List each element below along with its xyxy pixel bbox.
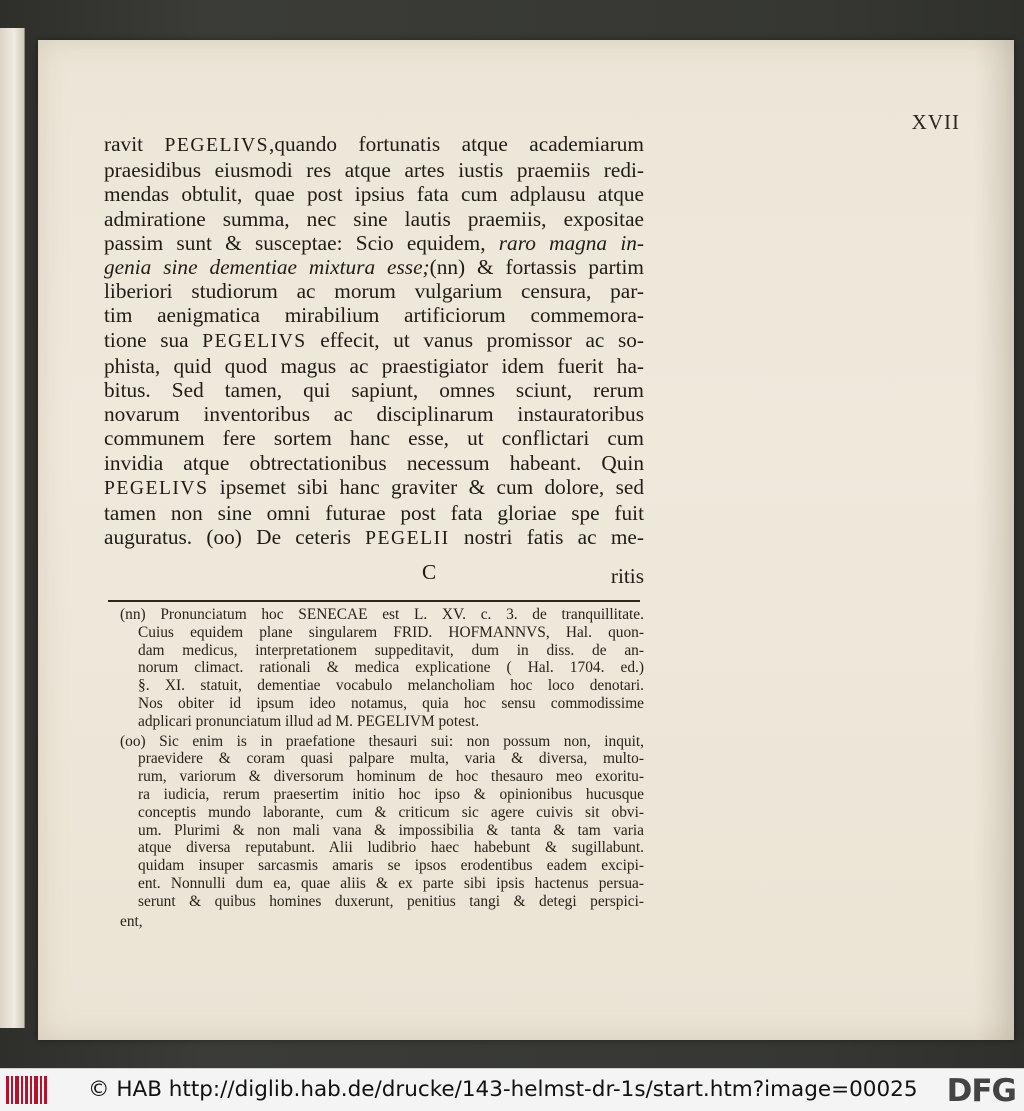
text-run: admiratione summa, nec sine lautis praemiis, expositae [104, 206, 644, 231]
text-run: mendas obtulit, quae post ipsius fata cum adplausu atque [104, 182, 644, 207]
text-run: novarum inventoribus ac disciplinarum instauratoribus [104, 402, 644, 427]
main-text-line [104, 354, 644, 378]
footnote-oo-end [120, 913, 644, 931]
text-run: ravit [104, 132, 165, 156]
text-run: auguratus. (oo) De ceteris [104, 525, 366, 550]
main-text-block [104, 132, 644, 551]
footnote-line: (nn) Pronunciatum hoc SENECAE est L. XV. c. 3. de tranquillitate. [120, 606, 644, 623]
previous-page-edge [0, 28, 25, 1028]
footnote-line: norum climact. rationali & medica explicatione ( Hal. 1704. ed.) [138, 659, 644, 677]
name-smallcaps: PEGELII [365, 528, 450, 550]
page-number: XVII [911, 110, 960, 134]
main-text-line [104, 158, 644, 182]
footnote-line: quidam insuper sarcasmis amaris se ipsos erodentibus eadem excipi- [138, 857, 644, 875]
text-run: bitus. Sed tamen, qui sapiunt, omnes sciunt, rerum [104, 378, 644, 403]
text-run: ipsemet sibi hanc graviter & cum dolore, sed [208, 474, 644, 499]
signature-mark: C [422, 560, 437, 584]
text-run: passim sunt & susceptae: Scio equidem, [104, 230, 499, 255]
footnote-line: adplicari pronunciatum illud ad M. PEGELIVM potest. [138, 712, 480, 730]
footnote-line: conceptis mundo laborante, cum & criticum sic agere cuivis sit obvi- [138, 803, 644, 821]
main-text-line [104, 255, 644, 279]
hab-logo-icon[interactable] [6, 1076, 48, 1104]
main-text-line [104, 207, 644, 231]
footnote-line: (oo) Sic enim is in praefatione thesauri sui: non possum non, inquit, [120, 732, 644, 750]
footnote-nn [120, 606, 644, 731]
footnote-line: dam medicus, interpretationem suppeditavit, dum in diss. de an- [138, 641, 644, 659]
text-run: ,quando fortunatis atque academiarum [269, 132, 644, 156]
footnote-line: atque diversa reputabunt. Alii ludibrio haec habebunt & sugillabunt. [138, 839, 644, 857]
footnote-line: rum, variorum & diversorum hominum de hoc thesauro meo exoritu- [138, 768, 644, 786]
footnote-end-word: ent, [120, 912, 143, 930]
main-text-line [104, 501, 644, 525]
copyright-link[interactable]: © HAB http://diglib.hab.de/drucke/143-helmst-dr-1s/start.htm?image=00025 [88, 1077, 918, 1102]
footnote-line: Nos obiter id ipsum ideo notamus, quia hoc sensu commodissime [138, 694, 644, 712]
footnote-rule [108, 600, 640, 602]
main-text-line [104, 525, 644, 551]
name-smallcaps: PEGELIVS [202, 330, 307, 352]
text-run: tione sua [104, 327, 203, 352]
italic-quote: raro magna in- [498, 230, 644, 255]
catchword: ritis [610, 564, 644, 588]
main-text-line [104, 402, 644, 426]
footnotes [120, 606, 644, 932]
main-text-line [104, 451, 644, 475]
page-shadow [974, 40, 1014, 1040]
text-run: invidia atque obtrectationibus necessum habeant. Quin [104, 450, 644, 475]
main-text-line [104, 328, 644, 354]
footnote-line: praevidere & coram quasi palpare multa, varia & diversa, multo- [138, 750, 644, 768]
main-text-line [104, 182, 644, 206]
footnote-line: Cuius equidem plane singularem FRID. HOFMANNVS, Hal. quon- [138, 623, 644, 641]
main-text-line [104, 132, 644, 158]
name-smallcaps: PEGELIVS [164, 135, 269, 156]
footer-bar [0, 1068, 1024, 1111]
text-run: liberiori studiorum ac morum vulgarium censura, par- [104, 279, 644, 304]
italic-quote: genia sine dementiae mixtura esse; [104, 255, 430, 280]
footnote-oo [120, 733, 644, 911]
text-run: nostri fatis ac me- [449, 525, 644, 550]
main-text-line [104, 378, 644, 402]
dfg-logo[interactable]: DFG [946, 1073, 1016, 1109]
main-text-line [104, 475, 644, 501]
footnote-line: ra iudicia, rerum praesertim initio hoc ipso & opinionibus hucusque [138, 785, 644, 803]
book-page [38, 40, 1014, 1040]
main-text-line [104, 279, 644, 303]
name-smallcaps: PEGELIVS [104, 477, 209, 499]
text-run: tamen non sine omni futurae post fata gloriae spe fuit [104, 501, 644, 526]
text-run: effecit, ut vanus promissor ac so- [306, 327, 644, 352]
footnote-line: ent. Nonnulli dum ea, quae aliis & ex parte sibi ipsis hactenus persua- [138, 874, 644, 892]
main-text-line [104, 231, 644, 255]
footnote-line: serunt & quibus homines duxerunt, penitius tangi & detegi perspici- [138, 892, 644, 910]
text-run: phista, quid quod magus ac praestigiator idem fuerit ha- [104, 353, 644, 378]
footnote-line: um. Plurimi & non mali vana & impossibilia & tanta & tam varia [138, 821, 644, 839]
text-run: praesidibus eiusmodi res atque artes iustis praemiis redi- [104, 158, 644, 183]
footnote-line: §. XI. statuit, dementiae vocabulo melancholiam hoc loco denotari. [138, 677, 644, 695]
main-text-line [104, 303, 644, 327]
main-text-line [104, 426, 644, 450]
text-run: communem fere sortem hanc esse, ut conflictari cum [104, 426, 644, 451]
text-run: tim aenigmatica mirabilium artificiorum commemora- [104, 303, 644, 328]
text-run: (nn) & fortassis partim [429, 255, 644, 280]
